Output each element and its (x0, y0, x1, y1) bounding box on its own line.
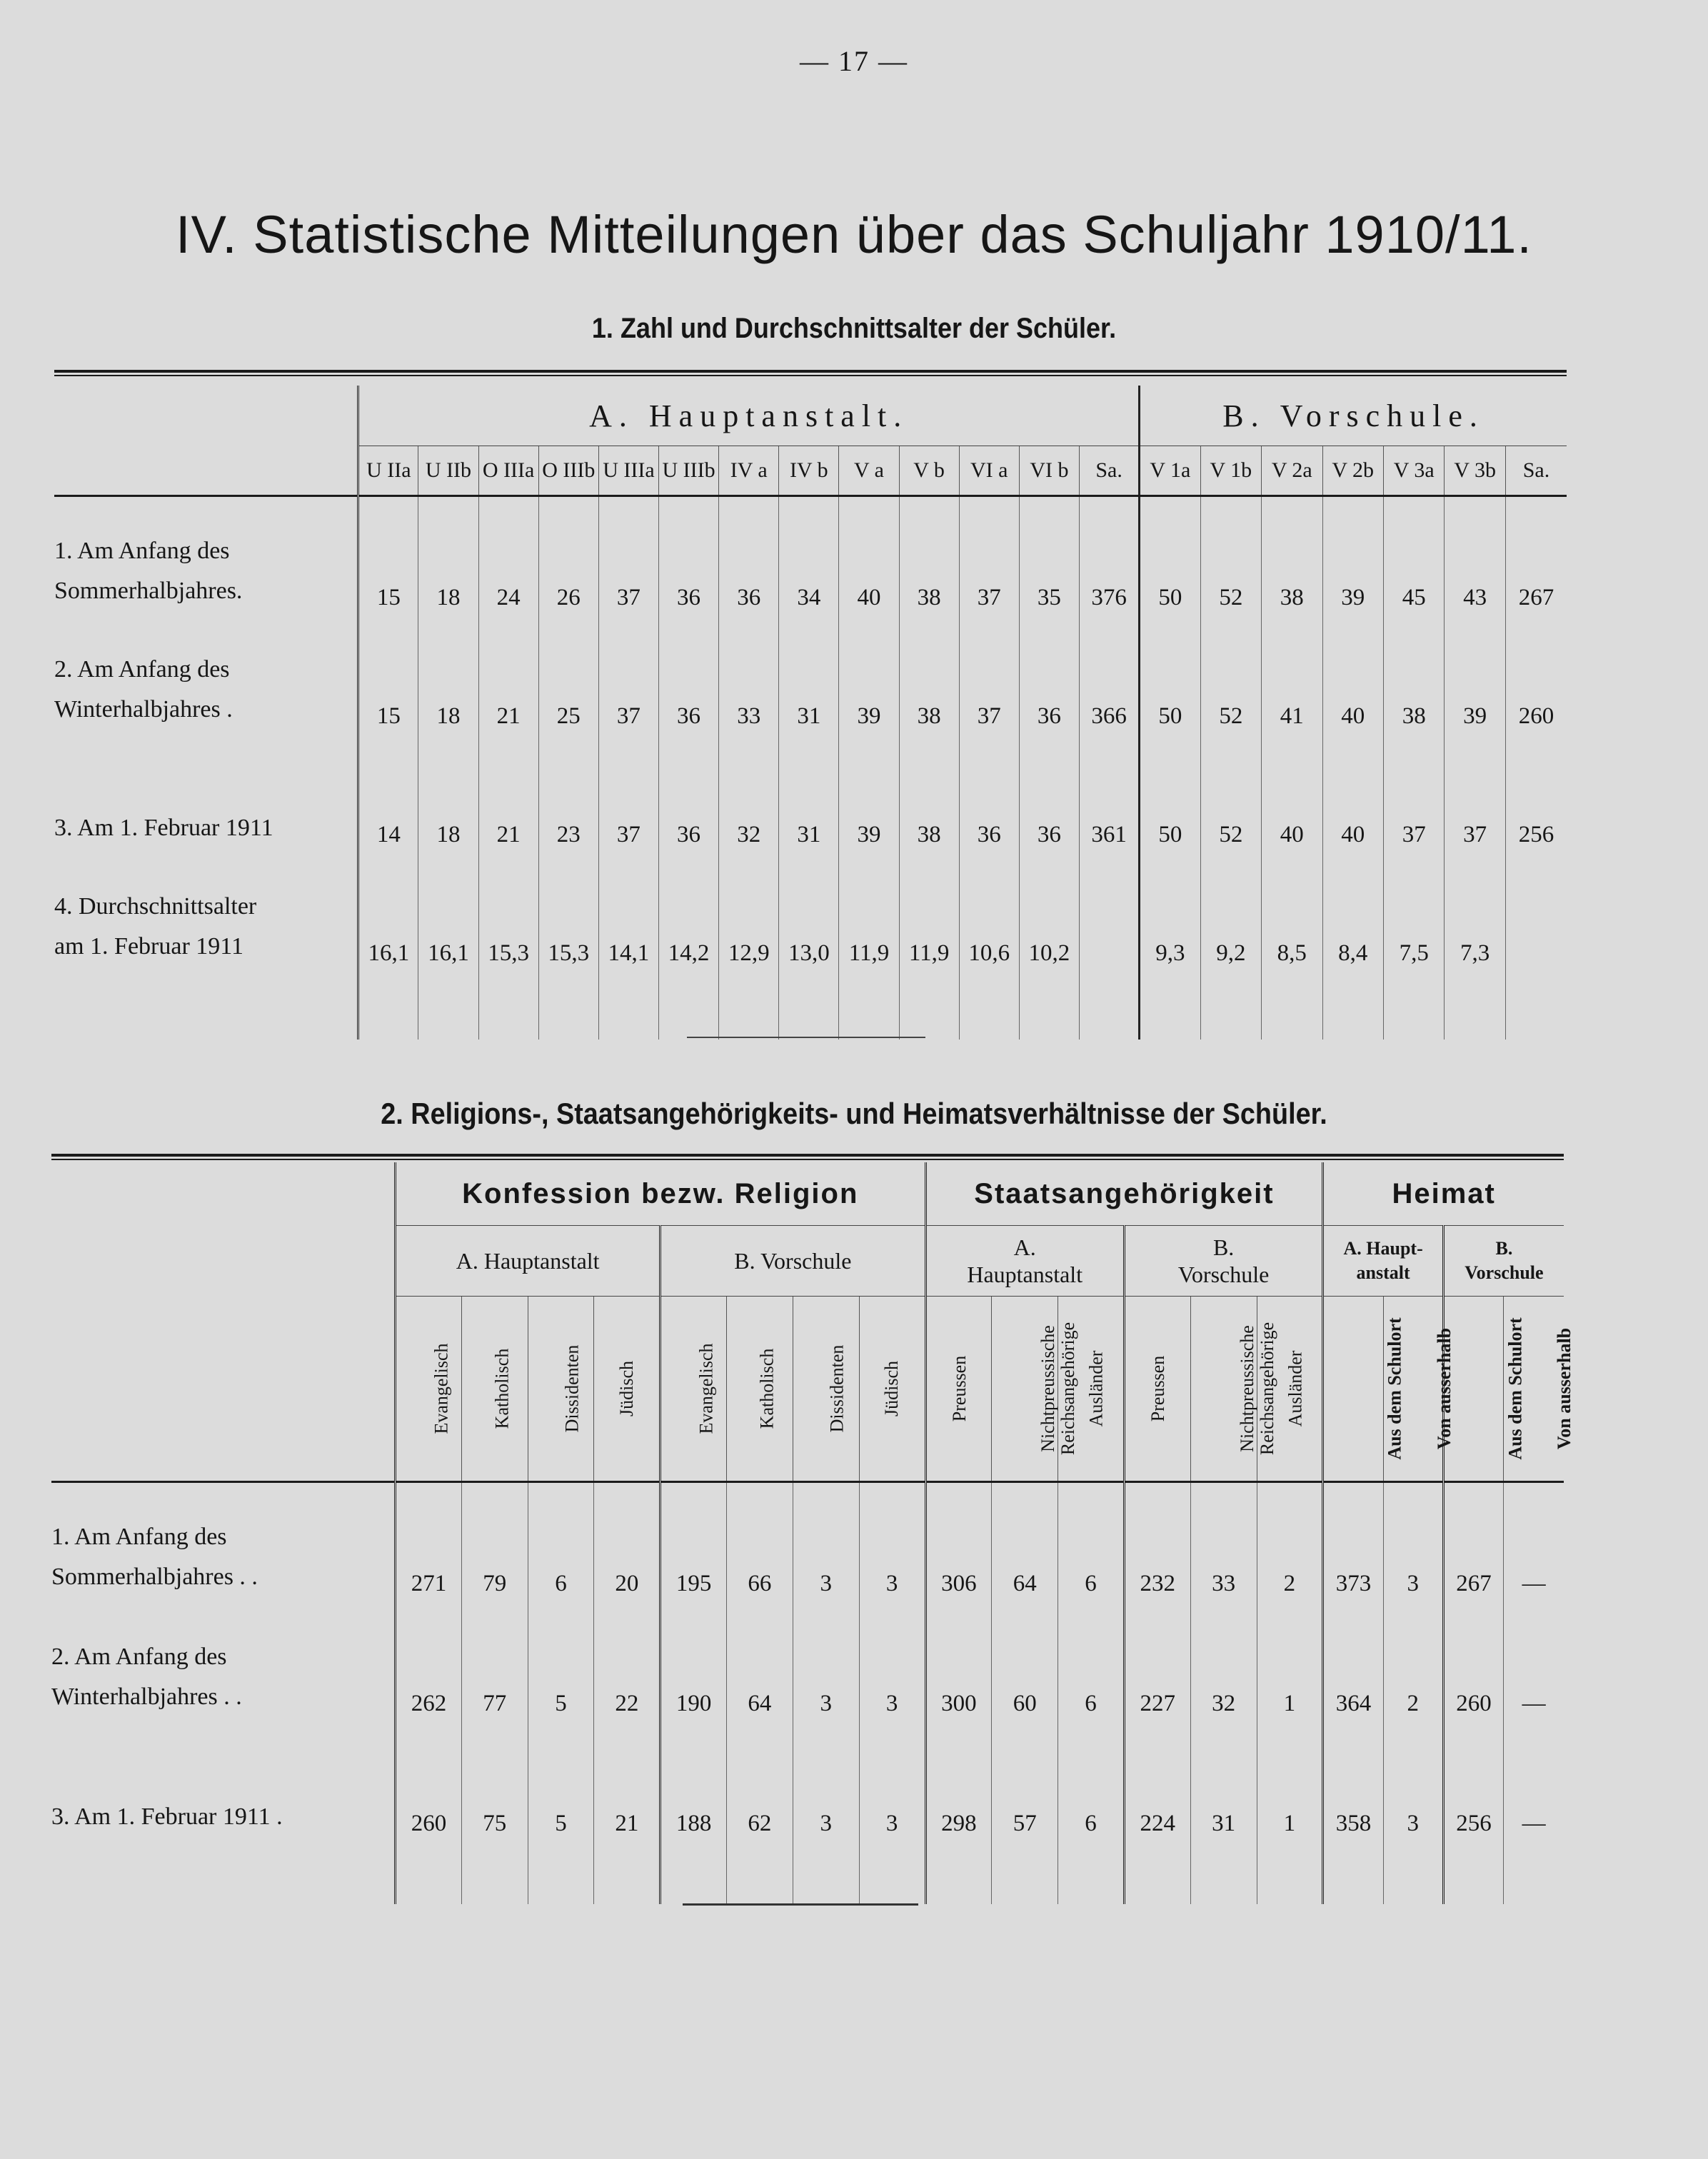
corner-cell (51, 1297, 396, 1482)
table-cell (594, 1851, 660, 1904)
table-row (51, 1482, 1564, 1612)
table-cell: 364 (1323, 1611, 1383, 1731)
section1-heading: 1. Zahl und Durchschnittsalter der Schüler. (591, 313, 1117, 344)
table-cell: 8,4 (1322, 861, 1383, 980)
table-cell: 50 (1140, 743, 1200, 861)
table-cell: 271 (396, 1482, 462, 1612)
table-cell: 18 (418, 743, 478, 861)
table-cell (1505, 980, 1567, 1040)
table-cell: 39 (1322, 496, 1383, 625)
table-row (54, 743, 1567, 861)
col-header: Von ausserhalb (1383, 1297, 1443, 1482)
table-cell (1323, 1851, 1383, 1904)
table-cell: 227 (1124, 1611, 1190, 1731)
col-header: V 2a (1262, 446, 1322, 496)
col-header: Jüdisch (859, 1297, 925, 1482)
table-cell: 1 (1257, 1611, 1323, 1731)
table-cell: 45 (1383, 496, 1444, 625)
col-header: U IIIb (658, 446, 718, 496)
staat-vorschule: B. Vorschule (1124, 1226, 1322, 1297)
row-label: 2. Am Anfang des Winterhalbjahres . (54, 656, 233, 723)
col-header: Nichtpreussische Reichsangehörige (1190, 1297, 1257, 1482)
table-cell (461, 1851, 528, 1904)
table-cell: 3 (859, 1482, 925, 1612)
table-cell: 50 (1140, 496, 1200, 625)
table-cell: 23 (538, 743, 598, 861)
table-row (51, 1611, 1564, 1731)
table-cell: 260 (1505, 624, 1567, 743)
col-header: Dissidenten (528, 1297, 594, 1482)
table-cell (1443, 1851, 1503, 1904)
table-cell: 14 (358, 743, 418, 861)
table-cell: 37 (598, 496, 658, 625)
table-cell (478, 980, 538, 1040)
col-header: V 1a (1140, 446, 1200, 496)
table-cell: 40 (1322, 743, 1383, 861)
table-cell: 298 (925, 1731, 992, 1851)
table-cell: 37 (598, 743, 658, 861)
table-cell: 2 (1383, 1611, 1443, 1731)
col-header: V a (839, 446, 899, 496)
table-cell: 40 (839, 496, 899, 625)
table-cell: 24 (478, 496, 538, 625)
col-header: Sa. (1079, 446, 1139, 496)
table-cell: 77 (461, 1611, 528, 1731)
table-cell: 224 (1124, 1731, 1190, 1851)
corner-cell (54, 446, 358, 496)
table-cell (779, 980, 839, 1040)
row-label (54, 980, 358, 1040)
table-cell: 9,2 (1200, 861, 1261, 980)
table-cell (1124, 1851, 1190, 1904)
col-header: VI b (1019, 446, 1079, 496)
col-header: IV b (779, 446, 839, 496)
col-header: Sa. (1505, 446, 1567, 496)
table-cell: 43 (1445, 496, 1505, 625)
table-cell: 3 (859, 1731, 925, 1851)
page-number: — 17 — (800, 45, 908, 77)
table-cell: 3 (793, 1731, 859, 1851)
table-row (51, 1731, 1564, 1851)
col-header: Dissidenten (793, 1297, 859, 1482)
table-cell: 38 (899, 624, 959, 743)
table-cell: 260 (1443, 1611, 1503, 1731)
row-label (51, 1851, 396, 1904)
table-cell (1383, 980, 1444, 1040)
table-cell (538, 980, 598, 1040)
table-cell: 373 (1323, 1482, 1383, 1612)
table-tail (51, 1851, 1564, 1904)
col-header: U IIIa (598, 446, 658, 496)
table-cell: 10,6 (959, 861, 1019, 980)
table-row (54, 861, 1567, 980)
table-cell: 195 (660, 1482, 727, 1612)
table-cell: 9,3 (1140, 861, 1200, 980)
col-header: Aus dem Schulort (1323, 1297, 1383, 1482)
table-cell: 7,3 (1445, 861, 1505, 980)
table-cell: 52 (1200, 743, 1261, 861)
table-cell: 14,1 (598, 861, 658, 980)
table-cell: 60 (992, 1611, 1058, 1731)
col-header: U IIa (358, 446, 418, 496)
table-cell: 36 (1019, 624, 1079, 743)
table-cell: 260 (396, 1731, 462, 1851)
table-cell (1262, 980, 1322, 1040)
table-cell: 52 (1200, 496, 1261, 625)
table-cell: 267 (1505, 496, 1567, 625)
table-cell: 40 (1262, 743, 1322, 861)
table-cell: 22 (594, 1611, 660, 1731)
table-cell: — (1504, 1482, 1564, 1612)
table-cell (959, 980, 1019, 1040)
table-cell: 11,9 (899, 861, 959, 980)
table-cell: 1 (1257, 1731, 1323, 1851)
col-header: IV a (719, 446, 779, 496)
col-header: Katholisch (461, 1297, 528, 1482)
table-cell: — (1504, 1731, 1564, 1851)
table-cell (1504, 1851, 1564, 1904)
table-cell: 32 (1190, 1611, 1257, 1731)
table-cell: 3 (1383, 1482, 1443, 1612)
table-cell (1058, 1851, 1125, 1904)
table-cell (719, 980, 779, 1040)
table-cell: 16,1 (358, 861, 418, 980)
table-cell: 36 (719, 496, 779, 625)
table-cell: 64 (992, 1482, 1058, 1612)
row-label: 3. Am 1. Februar 1911 (54, 815, 273, 841)
table-cell (1140, 980, 1200, 1040)
table-cell: 8,5 (1262, 861, 1322, 980)
staat-hauptanstalt: A. Hauptanstalt (925, 1226, 1124, 1297)
table-cell: — (1504, 1611, 1564, 1731)
table-cell: 34 (779, 496, 839, 625)
table-cell: 190 (660, 1611, 727, 1731)
table-cell (793, 1851, 859, 1904)
table-cell: 10,2 (1019, 861, 1079, 980)
table-cell: 256 (1443, 1731, 1503, 1851)
table-cell: 14,2 (658, 861, 718, 980)
table-cell (925, 1851, 992, 1904)
table-cell: 13,0 (779, 861, 839, 980)
table-cell: 57 (992, 1731, 1058, 1851)
table-cell (358, 980, 418, 1040)
table-cell: 15,3 (478, 861, 538, 980)
table-cell: 188 (660, 1731, 727, 1851)
table-cell: 31 (1190, 1731, 1257, 1851)
group-staatsangehoerigkeit: Staatsangehörigkeit (925, 1162, 1323, 1226)
group-heimat: Heimat (1323, 1162, 1564, 1226)
heimat-vorschule: B. Vorschule (1443, 1226, 1564, 1297)
table-cell: 3 (793, 1482, 859, 1612)
col-header: U IIb (418, 446, 478, 496)
table-cell: 38 (899, 496, 959, 625)
table-cell: 36 (658, 496, 718, 625)
table1-top-rule (54, 370, 1567, 376)
table-cell: 39 (839, 624, 899, 743)
table-cell: 26 (538, 496, 598, 625)
table-cell: 36 (1019, 743, 1079, 861)
table-row (54, 624, 1567, 743)
table-cell (1445, 980, 1505, 1040)
table-cell: 37 (959, 496, 1019, 625)
table-cell: 38 (1262, 496, 1322, 625)
table-cell (1079, 861, 1139, 980)
table-cell: 376 (1079, 496, 1139, 625)
table-cell: 37 (1445, 743, 1505, 861)
col-header: V 1b (1200, 446, 1261, 496)
table-cell (598, 980, 658, 1040)
col-header: V b (899, 446, 959, 496)
table-cell: 358 (1323, 1731, 1383, 1851)
table-cell: 25 (538, 624, 598, 743)
table-cell: 40 (1322, 624, 1383, 743)
table-cell: 36 (658, 624, 718, 743)
table-cell: 33 (719, 624, 779, 743)
col-header: Aus dem Schulort (1443, 1297, 1503, 1482)
table-cell: 6 (528, 1482, 594, 1612)
table-cell (1079, 980, 1139, 1040)
col-header: Preussen (925, 1297, 992, 1482)
heimat-hauptanstalt: A. Haupt- anstalt (1323, 1226, 1444, 1297)
table-cell: 2 (1257, 1482, 1323, 1612)
table-cell: 361 (1079, 743, 1139, 861)
table-cell: 39 (1445, 624, 1505, 743)
table-cell: 5 (528, 1731, 594, 1851)
table-cell: 366 (1079, 624, 1139, 743)
konf-hauptanstalt: A. Hauptanstalt (396, 1226, 660, 1297)
table-cell: 21 (478, 743, 538, 861)
table-cell (396, 1851, 462, 1904)
table-cell (859, 1851, 925, 1904)
table-tail (54, 980, 1567, 1040)
col-header: VI a (959, 446, 1019, 496)
table-cell: 3 (1383, 1731, 1443, 1851)
religion-nationality-table (51, 1162, 1575, 1904)
table-cell: 18 (418, 624, 478, 743)
table-cell: 232 (1124, 1482, 1190, 1612)
table-cell (1200, 980, 1261, 1040)
table-cell: 66 (727, 1482, 793, 1612)
table-cell: 79 (461, 1482, 528, 1612)
col-header: Ausländer (1058, 1297, 1125, 1482)
table-cell: 306 (925, 1482, 992, 1612)
section-separator (687, 1037, 925, 1038)
section2-heading: 2. Religions-, Staatsangehörigkeits- und Heimatsverhältnisse der Schüler. (381, 1097, 1327, 1130)
table-cell: 38 (899, 743, 959, 861)
col-header: Nichtpreussische Reichsangehörige (992, 1297, 1058, 1482)
table-cell: 36 (658, 743, 718, 861)
table-cell: 37 (1383, 743, 1444, 861)
table-cell (839, 980, 899, 1040)
row-label: 4. Durchschnittsalter am 1. Februar 1911 (54, 893, 257, 960)
table-cell (1322, 980, 1383, 1040)
table-cell (658, 980, 718, 1040)
table-cell: 11,9 (839, 861, 899, 980)
konf-vorschule: B. Vorschule (660, 1226, 925, 1297)
students-count-table (54, 386, 1567, 1040)
col-header: V 2b (1322, 446, 1383, 496)
col-header: O IIIb (538, 446, 598, 496)
col-header: O IIIa (478, 446, 538, 496)
table-cell: 267 (1443, 1482, 1503, 1612)
row-label: 3. Am 1. Februar 1911 . (51, 1803, 283, 1830)
group-hauptanstalt: A. Hauptanstalt. (358, 386, 1140, 446)
table-cell: 20 (594, 1482, 660, 1612)
col-header: Jüdisch (594, 1297, 660, 1482)
table-cell: 6 (1058, 1611, 1125, 1731)
table-cell: 7,5 (1383, 861, 1444, 980)
table-cell (1257, 1851, 1323, 1904)
table-cell: 16,1 (418, 861, 478, 980)
corner-cell (51, 1162, 396, 1226)
table-cell: 6 (1058, 1731, 1125, 1851)
table-cell: 41 (1262, 624, 1322, 743)
table-cell (1383, 1851, 1443, 1904)
table-cell: 3 (859, 1611, 925, 1731)
table-cell: 3 (793, 1611, 859, 1731)
table-cell: 52 (1200, 624, 1261, 743)
corner-cell (54, 386, 358, 446)
table-cell: 6 (1058, 1482, 1125, 1612)
col-header: Von ausserhalb (1504, 1297, 1564, 1482)
table-cell: 18 (418, 496, 478, 625)
col-header: V 3b (1445, 446, 1505, 496)
table-cell: 256 (1505, 743, 1567, 861)
table-cell: 300 (925, 1611, 992, 1731)
table-cell: 15 (358, 496, 418, 625)
page-title: IV. Statistische Mitteilungen über das Schuljahr 1910/11. (176, 205, 1532, 264)
table-cell: 38 (1383, 624, 1444, 743)
col-header: Ausländer (1257, 1297, 1323, 1482)
table-cell: 32 (719, 743, 779, 861)
table-cell (1019, 980, 1079, 1040)
row-label: 2. Am Anfang des Winterhalbjahres . . (51, 1644, 242, 1710)
table-cell: 262 (396, 1611, 462, 1731)
table-cell: 21 (478, 624, 538, 743)
table2-top-rule (51, 1154, 1564, 1160)
table-cell: 5 (528, 1611, 594, 1731)
table-cell: 15,3 (538, 861, 598, 980)
col-header: Katholisch (727, 1297, 793, 1482)
table-cell (528, 1851, 594, 1904)
table-row (54, 496, 1567, 625)
bottom-separator (683, 1903, 918, 1906)
table-cell (660, 1851, 727, 1904)
table-cell: 50 (1140, 624, 1200, 743)
table-cell (899, 980, 959, 1040)
row-label: 1. Am Anfang des Sommerhalbjahres. (54, 538, 243, 604)
table-cell: 35 (1019, 496, 1079, 625)
row-label: 1. Am Anfang des Sommerhalbjahres . . (51, 1524, 258, 1590)
corner-cell (51, 1226, 396, 1297)
table-cell: 75 (461, 1731, 528, 1851)
table-cell: 39 (839, 743, 899, 861)
table-cell (418, 980, 478, 1040)
table-cell: 31 (779, 743, 839, 861)
table-cell: 36 (959, 743, 1019, 861)
table-cell (1505, 861, 1567, 980)
table-cell: 37 (959, 624, 1019, 743)
table-cell (727, 1851, 793, 1904)
col-header: Evangelisch (396, 1297, 462, 1482)
col-header: V 3a (1383, 446, 1444, 496)
col-header: Preussen (1124, 1297, 1190, 1482)
table-cell: 15 (358, 624, 418, 743)
table-cell: 64 (727, 1611, 793, 1731)
table-cell: 62 (727, 1731, 793, 1851)
table-cell (1190, 1851, 1257, 1904)
table-cell: 12,9 (719, 861, 779, 980)
table-cell (992, 1851, 1058, 1904)
table-cell: 33 (1190, 1482, 1257, 1612)
group-vorschule: B. Vorschule. (1140, 386, 1567, 446)
group-konfession: Konfession bezw. Religion (396, 1162, 925, 1226)
table-cell: 37 (598, 624, 658, 743)
table-cell: 21 (594, 1731, 660, 1851)
col-header: Evangelisch (660, 1297, 727, 1482)
table-cell: 31 (779, 624, 839, 743)
